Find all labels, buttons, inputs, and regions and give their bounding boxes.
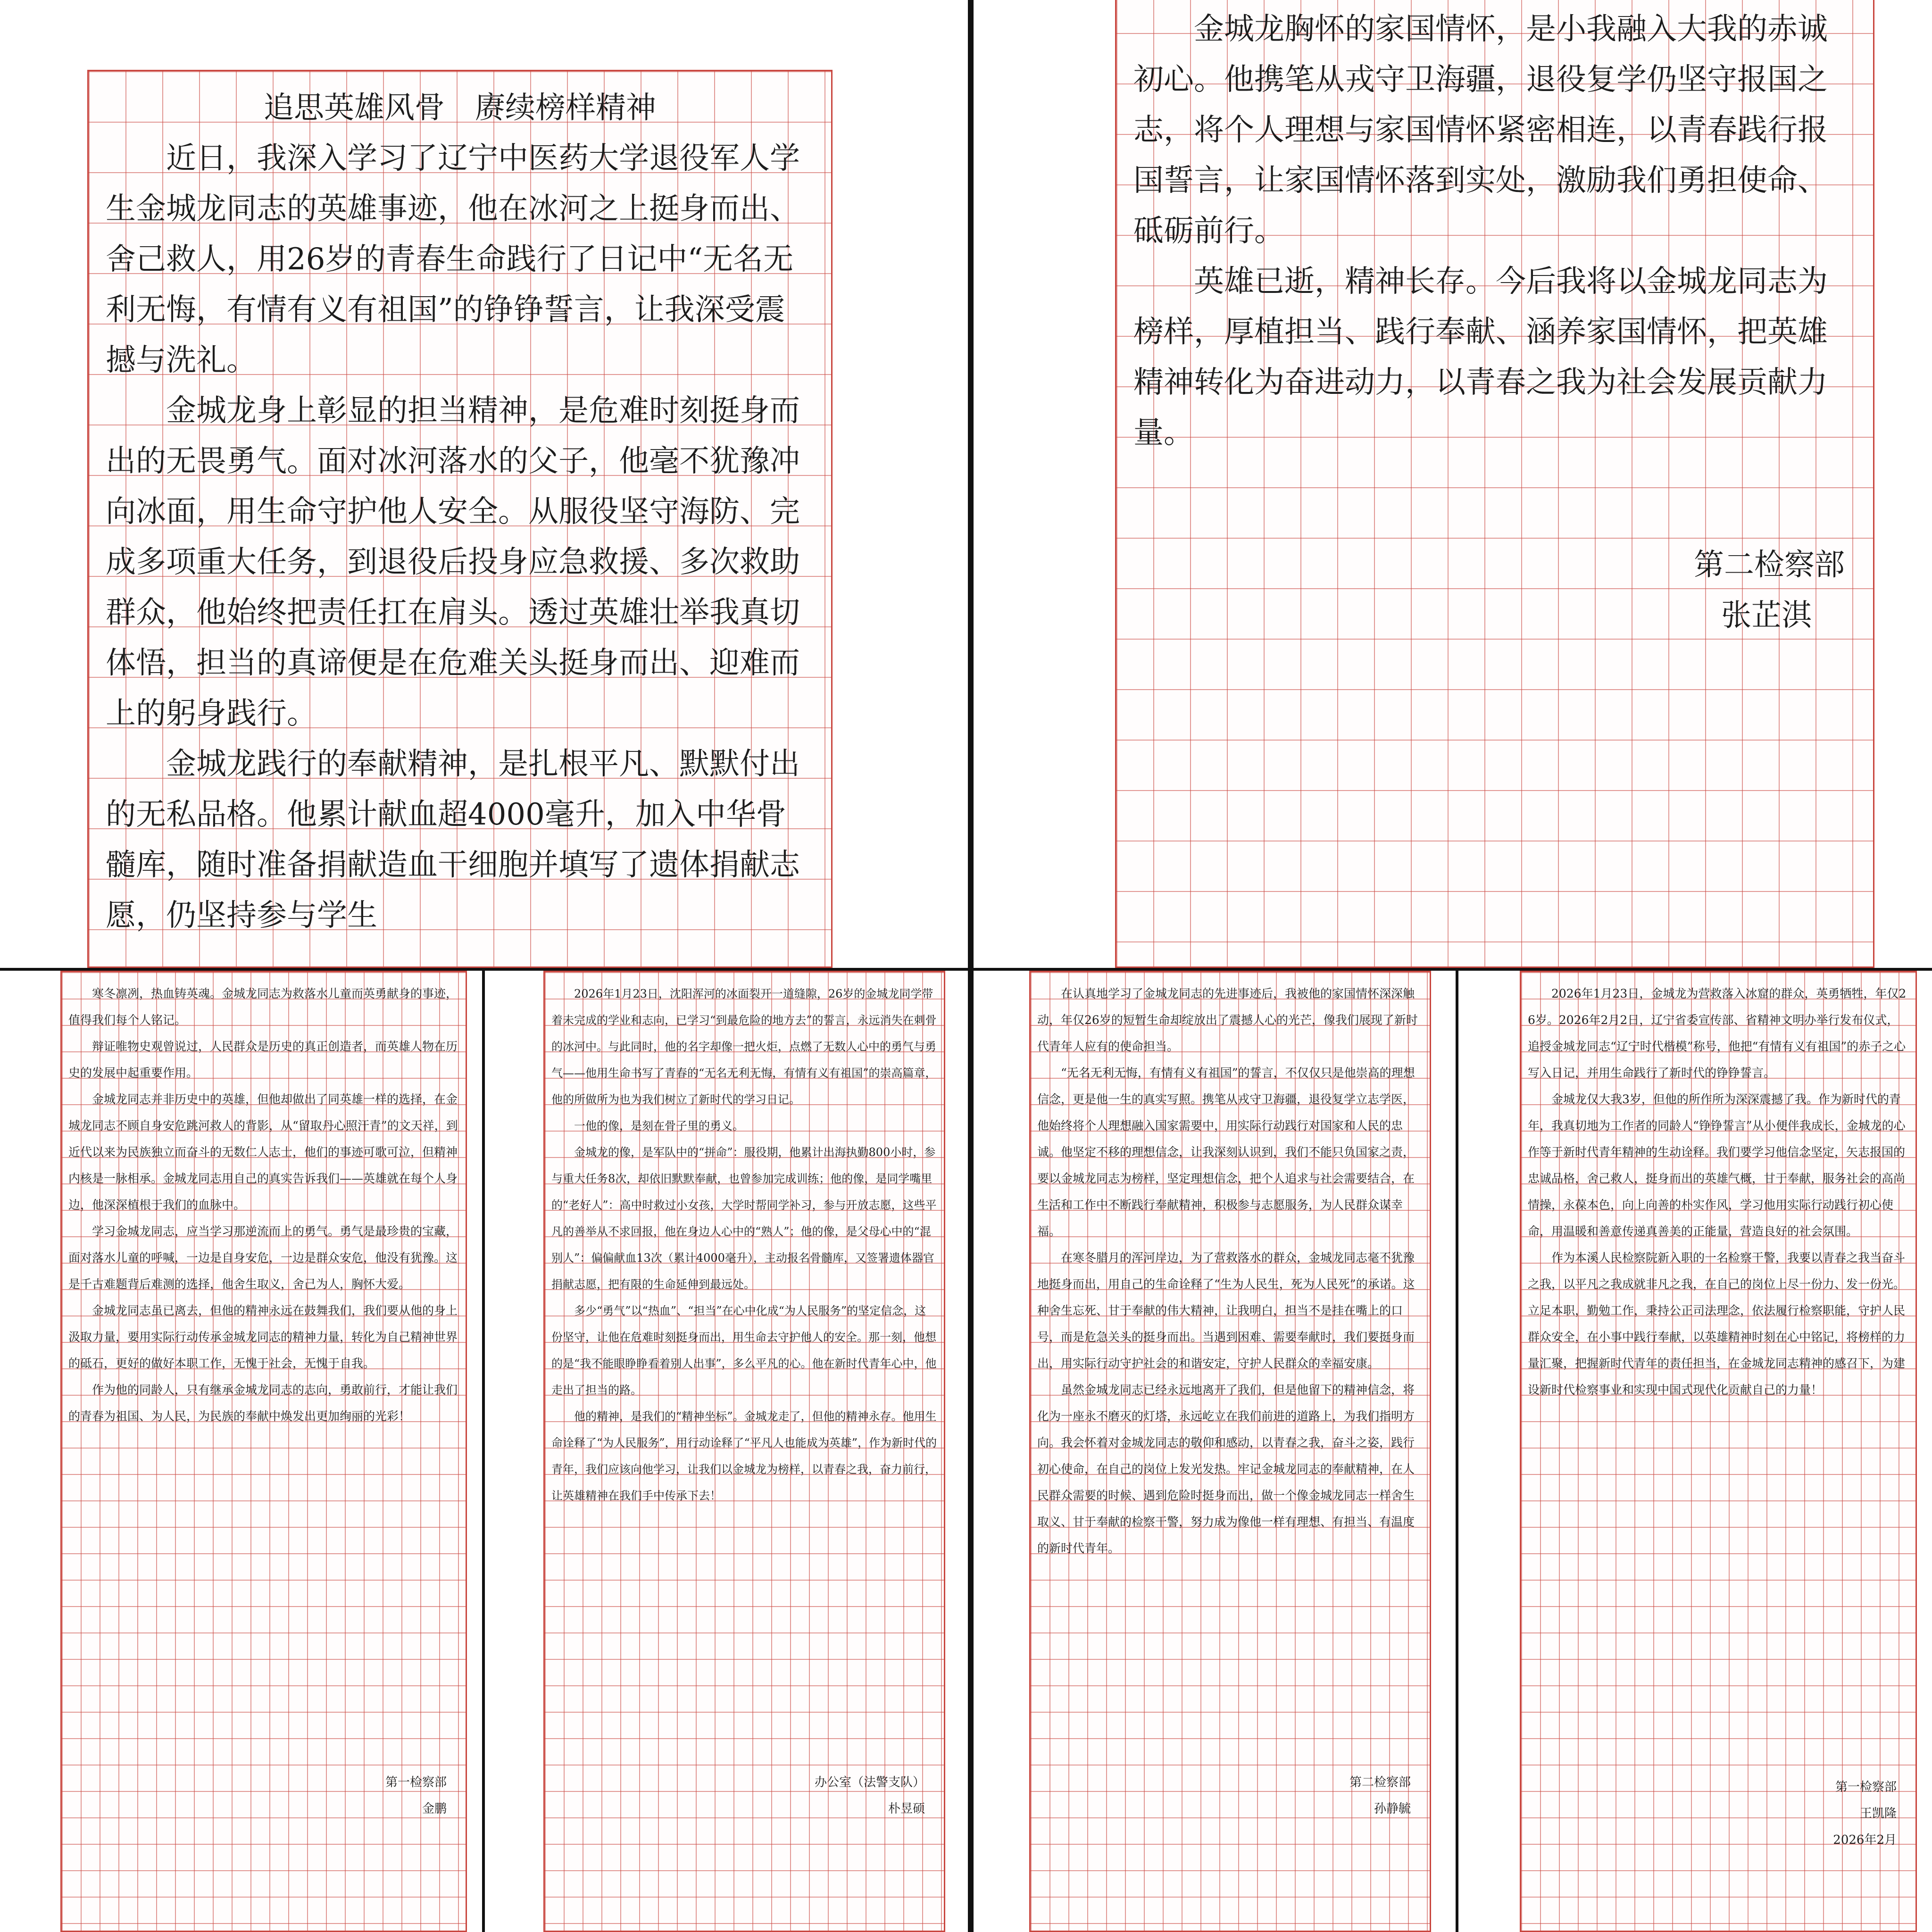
essay-text [62, 972, 466, 1430]
essay-paragraph: 寒冬凛冽，热血铸英魂。金城龙同志为救落水儿童而英勇献身的事迹，值得我们每个人铭记。 [68, 987, 458, 1027]
essay-paragraph: “无名无利无悔，有情有义有祖国”的誓言，不仅仅只是他崇高的理想信念，更是他一生的真实写照。携笔从戎守卫海疆，退役复学立志学医，他始终将个人理想融入国家需要中，用实际行动践行对国家和人民的忠诚。他坚定不移的理想信念，让我深刻认识到，我们不能只负国家之责，要以金城龙同志为榜样，坚定理想信念，把个人追求与社会需要结合，在生活和工作中不断践行奉献精神，积极参与志愿服务，为人民群众谋幸福。 [1037, 1066, 1415, 1238]
essay-text [1031, 972, 1430, 1562]
author-name: 王凯隆 [1859, 1807, 1897, 1821]
essay-paragraph: 金城龙同志虽已离去，但他的精神永远在鼓舞我们，我们要从他的身上汲取力量，要用实际行动传承金城龙同志的精神力量，转化为自己精神世界的砥石，更好的做好本职工作，无愧于社会，无愧于自我。 [68, 1304, 458, 1370]
author-name: 张芷淇 [1721, 598, 1812, 633]
signature-block [385, 1769, 447, 1822]
essay-sheet-bottom-4 [1458, 971, 1932, 1932]
essay-text [89, 71, 831, 941]
essay-paragraph: 英雄已逝，精神长存。今后我将以金城龙同志为榜样，厚植担当、践行奉献、涵养家国情怀，把英雄精神转化为奋进动力，以青春之我为社会发展贡献力量。 [1133, 264, 1828, 450]
essay-text [545, 972, 944, 1509]
essay-sheet-top-right [974, 0, 1932, 968]
department-label: 第二检察部 [1349, 1775, 1411, 1790]
essay-paragraph: 在寒冬腊月的浑河岸边，为了营救落水的群众，金城龙同志毫不犹豫地挺身而出，用自己的生命诠释了“生为人民生，死为人民死”的承诺。这种舍生忘死、甘于奉献的伟大精神，让我明白，担当不是挂在嘴上的口号，而是危急关头的挺身而出。当遇到困难、需要奉献时，我们要挺身而出，用实际行动守护社会的和谐安定，守护人民群众的幸福安康。 [1037, 1251, 1415, 1370]
essay-sheet-bottom-2 [485, 971, 968, 1932]
essay-paragraph: 辩证唯物史观曾说过，人民群众是历史的真正创造者，而英雄人物在历史的发展中起重要作用。 [68, 1040, 458, 1080]
divider-vertical-bottom-2 [968, 971, 974, 1932]
manuscript-grid [1520, 971, 1917, 1932]
essay-paragraph: 2026年1月23日，金城龙为营救落入冰窟的群众，英勇牺牲，年仅26岁。2026年2月2日，辽宁省委宣传部、省精神文明办举行发布仪式，追授金城龙同志“辽宁时代楷模”称号，他把“有情有义有祖国”的赤子之心写入日记，并用生命践行了新时代的铮铮誓言。 [1528, 987, 1907, 1080]
essay-text [1521, 972, 1915, 1403]
divider-vertical-top [968, 0, 974, 968]
essay-paragraph: 在认真地学习了金城龙同志的先进事迹后，我被他的家国情怀深深触动，年仅26岁的短暂生命却绽放出了震撼人心的光芒，像我们展现了新时代青年人应有的使命担当。 [1037, 987, 1418, 1053]
department-label: 第二检察部 [1694, 548, 1845, 583]
signature-block [1833, 1774, 1897, 1853]
essay-paragraph: 作为本溪人民检察院新入职的一名检察干警，我要以青春之我当奋斗之我，以平凡之我成就非凡之我，在自己的岗位上尽一份力、发一份光。立足本职，勤勉工作，秉持公正司法理念，依法履行检察职能，守护人民群众安全，在小事中践行奉献，以英雄精神时刻在心中铭记，将榜样的力量汇聚，把握新时代青年的责任担当，在金城龙同志精神的感召下，为建设新时代检察事业和实现中国式现代化贡献自己的力量！ [1528, 1251, 1906, 1397]
author-name: 金鹏 [422, 1802, 447, 1816]
manuscript-grid [60, 971, 467, 1932]
essay-paragraph: 金城龙胸怀的家国情怀，是小我融入大我的赤诚初心。他携笔从戎守卫海疆，退役复学仍坚守报国之志，将个人理想与家国情怀紧密相连，以青春践行报国誓言，让家国情怀落到实处，激励我们勇担使命、砥砺前行。 [1133, 12, 1828, 249]
author-name: 朴昱硕 [888, 1802, 925, 1816]
date-label: 2026年2月 [1833, 1833, 1897, 1847]
signature-block [1349, 1769, 1411, 1822]
signature-block [815, 1769, 925, 1822]
essay-paragraph: 一他的像，是刻在骨子里的勇义。 [574, 1119, 744, 1133]
department-label: 第一检察部 [1835, 1780, 1897, 1794]
manuscript-grid [1029, 971, 1431, 1932]
essay-title: 追思英雄风骨 赓续榜样精神 [264, 91, 656, 125]
essay-paragraph: 金城龙践行的奉献精神，是扎根平凡、默默付出的无私品格。他累计献血超4000毫升，加入中华骨髓库，随时准备捐献造血干细胞并填写了遗体捐献志愿，仍坚持参与学生 [106, 747, 800, 933]
essay-paragraph: 金城龙仅大我3岁，但他的所作所为深深震撼了我。作为新时代的青年，我真切地为工作者的同龄人“铮铮誓言”从小便伴我成长，金城龙的心作等于新时代青年精神的生动诠释。我们要学习他信念坚定，矢志报国的忠诚品格，舍己救人，挺身而出的英雄气概，甘于奉献，服务社会的高尚情操，永葆本色，向上向善的朴实作风，学习他用实际行动践行初心使命，用温暖和善意传递真善美的正能量，营造良好的社会氛围。 [1528, 1092, 1906, 1238]
essay-paragraph: 学习金城龙同志，应当学习那逆流而上的勇气。勇气是最珍贵的宝藏，面对落水儿童的呼喊，一边是自身安危，一边是群众安危，他没有犹豫。这是千古难题背后难测的选择，他舍生取义，舍己为人，胸怀大爱。 [68, 1224, 458, 1291]
essay-paragraph: 作为他的同龄人，只有继承金城龙同志的志向，勇敢前行，才能让我们的青春为祖国、为人民，为民族的奉献中焕发出更加绚丽的光彩！ [68, 1383, 458, 1423]
essay-paragraph: 金城龙的像，是军队中的“拼命”：服役期，他累计出海执勤800小时，参与重大任务8次，却依旧默默奉献，也曾参加完成训练；他的像，是同学嘴里的“老好人”：高中时救过小女孩，大学时帮同学补习，参与开放志愿，这些平凡的善举从不求回报，他在身边人心中的“熟人”；他的像，是父母心中的“混别人”：偏偏献血13次（累计4000毫升），主动报名骨髓库，又签署遗体器官捐献志愿，把有限的生命延伸到最远处。 [551, 1146, 937, 1291]
essay-paragraph: 2026年1月23日，沈阳浑河的冰面裂开一道缝隙，26岁的金城龙同学带着未完成的学业和志向，已学习“到最危险的地方去”的誓言，永远消失在刺骨的冰河中。与此同时，他的名字却像一把火炬，点燃了无数人心中的勇气与勇气——他用生命书写了青春的“无名无利无悔，有情有义有祖国”的崇高篇章，他的所做所为也为我们树立了新时代的学习日记。 [551, 987, 937, 1106]
essay-paragraph: 金城龙身上彰显的担当精神，是危难时刻挺身而出的无畏勇气。面对冰河落水的父子，他毫不犹豫冲向冰面，用生命守护他人安全。从服役坚守海防、完成多项重大任务，到退役后投身应急救援、多次救助群众，他始终把责任扛在肩头。透过英雄壮举我真切体悟，担当的真谛便是在危难关头挺身而出、迎难而上的躬身践行。 [106, 393, 800, 731]
manuscript-grid [543, 971, 945, 1932]
author-name: 孙静毓 [1374, 1802, 1411, 1816]
essay-text [1116, 0, 1873, 458]
essay-sheet-bottom-1 [0, 971, 482, 1932]
manuscript-grid [87, 70, 833, 968]
essay-paragraph: 虽然金城龙同志已经永远地离开了我们，但是他留下的精神信念，将化为一座永不磨灭的灯塔，永远屹立在我们前进的道路上，为我们指明方向。我会怀着对金城龙同志的敬仰和感动，以青春之我，奋斗之姿，践行初心使命，在自己的岗位上发光发热。牢记金城龙同志的奉献精神，在人民群众需要的时候、遇到危险时挺身而出，做一个像金城龙同志一样舍生取义、甘于奉献的检察干警，努力成为像他一样有理想、有担当、有温度的新时代青年。 [1037, 1383, 1415, 1555]
essay-paragraph: 近日，我深入学习了辽宁中医药大学退役军人学生金城龙同志的英雄事迹，他在冰河之上挺身而出、舍己救人，用26岁的青春生命践行了日记中“无名无利无悔，有情有义有祖国”的铮铮誓言，让我深受震撼与洗礼。 [106, 141, 800, 378]
signature-block [1694, 540, 1845, 641]
department-label: 办公室（法警支队） [814, 1775, 925, 1790]
department-label: 第一检察部 [385, 1775, 447, 1790]
manuscript-grid [1115, 0, 1874, 968]
essay-paragraph: 多少“勇气”以“热血”、“担当”在心中化成“为人民服务”的坚定信念，这份坚守，让他在危难时刻挺身而出，用生命去守护他人的安全。那一刻，他想的是“我不能眼睁睁看着别人出事”，多么平凡的心。他在新时代青年心中，他走出了担当的路。 [551, 1304, 937, 1397]
essay-sheet-bottom-3 [974, 971, 1456, 1932]
essay-paragraph: 他的精神，是我们的“精神坐标”。金城龙走了，但他的精神永存。他用生命诠释了“为人民服务”，用行动诠释了“平凡人也能成为英雄”，作为新时代的青年，我们应该向他学习，让我们以金城龙为榜样，以青春之我，奋力前行，让英雄精神在我们手中传承下去！ [551, 1410, 937, 1502]
essay-sheet-top-left [0, 0, 968, 968]
essay-paragraph: 金城龙同志并非历史中的英雄，但他却做出了同英雄一样的选择，在金城龙同志不顾自身安危跳河救人的背影，从“留取丹心照汗青”的文天祥，到近代以来为民族独立而奋斗的无数仁人志士，他们的事迹可歌可泣，但精神内核是一脉相承。金城龙同志用自己的真实告诉我们——英雄就在每个人身边，他深深植根于我们的血脉中。 [68, 1092, 458, 1212]
